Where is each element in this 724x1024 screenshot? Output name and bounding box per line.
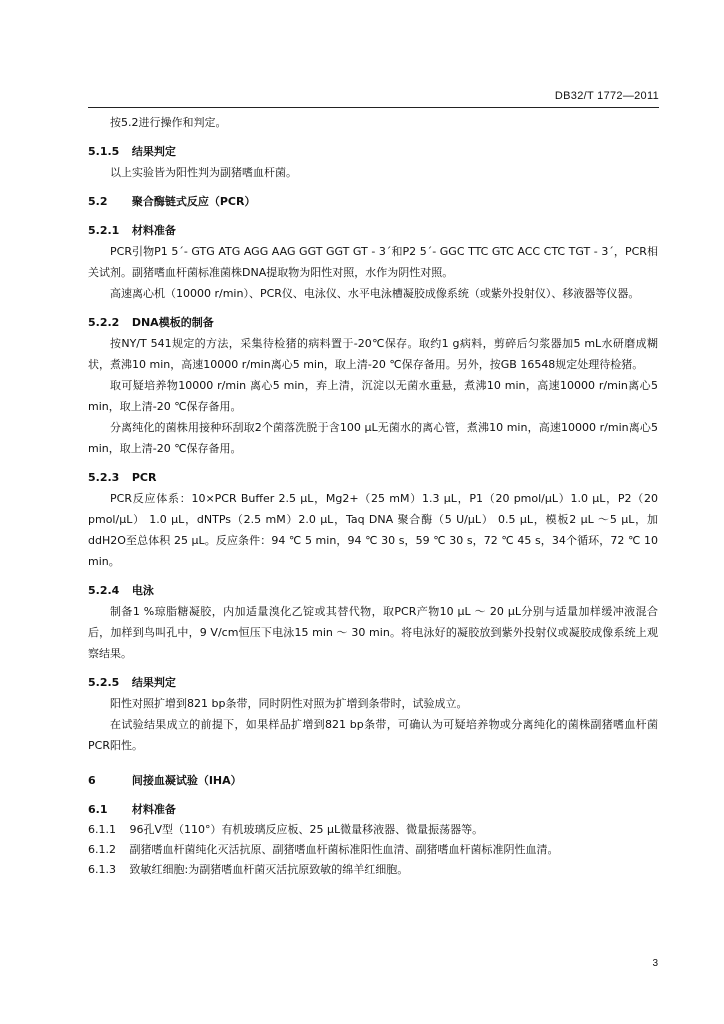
paragraph-5-2-5-validity: 阳性对照扩增到821 bp条带，同时阴性对照为扩增到条带时，试验成立。 bbox=[110, 697, 468, 710]
section-number: 6 bbox=[88, 774, 96, 787]
heading-5-2 bbox=[88, 191, 658, 212]
section-title: 结果判定 bbox=[131, 145, 176, 158]
section-title: 间接血凝试验（IHA） bbox=[131, 774, 242, 787]
paragraph-5-2-1-primers: PCR引物P1 5´- GTG ATG AGG AAG GGT GGT GT - 3´和P2 5´- GGC TTC GTC ACC CTC TGT - 3´，PCR相关试剂。副猪嗜血杆菌标准菌株DNA提取物为阳性对照，水作为阴性对照。 bbox=[88, 245, 658, 279]
section-title: 材料准备 bbox=[131, 803, 176, 816]
list-item-6-1-1 bbox=[88, 820, 658, 840]
paragraph-5-2-2-culture: 取可疑培养物10000 r/min 离心5 min，弃上清，沉淀以无菌水重悬，煮沸10 min，高速10000 r/min离心5 min，取上清-20 ℃保存备用。 bbox=[88, 379, 658, 413]
paragraph-5-2-2-isolate: 分离纯化的菌株用接种环刮取2个菌落洗脱于含100 μL无菌水的离心管，煮沸10 min，高速10000 r/min离心5 min，取上清-20 ℃保存备用。 bbox=[88, 421, 658, 455]
list-item-6-1-2 bbox=[88, 840, 658, 860]
standard-code: DB32/T 1772—2011 bbox=[554, 90, 659, 102]
paragraph-5-2-3-pcr: PCR反应体系：10×PCR Buffer 2.5 μL，Mg2+（25 mM）1.3 μL，P1（20 pmol/μL）1.0 μL，P2（20 pmol/μL） 1.0 μL，dNTPs（2.5 mM）2.0 μL，Taq DNA 聚合酶（5 U/μL） 0.5 μL，模板2 μL ～5 μL，加ddH2O至总体积 25 μL。反应条件：94 ℃ 5 min，94 ℃ 30 s，59 ℃ 30 s，72 ℃ 45 s，34个循环，72 ℃ 10 min。 bbox=[88, 492, 658, 568]
section-number: 5.2.5 bbox=[88, 676, 120, 689]
section-title: 电泳 bbox=[131, 584, 154, 597]
heading-5-1-5 bbox=[88, 141, 658, 162]
item-text: 致敏红细胞:为副猪嗜血杆菌灭活抗原致敏的绵羊红细胞。 bbox=[129, 863, 409, 876]
item-number: 6.1.1 bbox=[88, 823, 116, 836]
section-title: PCR bbox=[131, 471, 157, 484]
section-title: DNA模板的制备 bbox=[131, 316, 214, 329]
paragraph-5-2-5-result: 在试验结果成立的前提下，如果样品扩增到821 bp条带，可确认为可疑培养物或分离纯化的菌株副猪嗜血杆菌PCR阳性。 bbox=[88, 718, 658, 752]
item-number: 6.1.3 bbox=[88, 863, 116, 876]
heading-6 bbox=[88, 770, 658, 791]
paragraph-5-2-4-electrophoresis: 制备1 %琼脂糖凝胶，内加适量溴化乙锭或其替代物，取PCR产物10 μL ～ 20 μL分别与适量加样缓冲液混合后，加样到鸟叫孔中，9 V/cm恒压下电泳15 min ～ 30 min。将电泳好的凝胶放到紫外投射仪或凝胶成像系统上观察结果。 bbox=[88, 605, 658, 660]
section-title: 结果判定 bbox=[131, 676, 176, 689]
item-text: 96孔V型（110°）有机玻璃反应板、25 μL微量移液器、微量振荡器等。 bbox=[129, 823, 484, 836]
header-rule bbox=[88, 107, 659, 108]
section-number: 6.1 bbox=[88, 803, 108, 816]
section-title: 聚合酶链式反应（PCR） bbox=[131, 195, 256, 208]
item-number: 6.1.2 bbox=[88, 843, 116, 856]
section-number: 5.2 bbox=[88, 195, 108, 208]
heading-5-2-4 bbox=[88, 580, 658, 601]
section-number: 5.2.2 bbox=[88, 316, 120, 329]
heading-5-2-1 bbox=[88, 220, 658, 241]
document-body bbox=[88, 112, 658, 880]
section-number: 5.2.1 bbox=[88, 224, 120, 237]
heading-5-2-2 bbox=[88, 312, 658, 333]
intro-paragraph: 按5.2进行操作和判定。 bbox=[110, 116, 227, 129]
page-number: 3 bbox=[652, 958, 658, 969]
paragraph-5-2-2-tissue: 按NY/T 541规定的方法，采集待检猪的病料置于-20℃保存。取约1 g病料，剪碎后匀浆器加5 mL水研磨成糊状，煮沸10 min，高速10000 r/min离心5 min，取上清-20 ℃保存备用。另外，按GB 16548规定处理待检猪。 bbox=[88, 337, 658, 371]
heading-6-1 bbox=[88, 799, 658, 820]
section-number: 5.2.4 bbox=[88, 584, 120, 597]
section-number: 5.2.3 bbox=[88, 471, 120, 484]
section-number: 5.1.5 bbox=[88, 145, 120, 158]
heading-5-2-3 bbox=[88, 467, 658, 488]
paragraph-5-1-5: 以上实验皆为阳性判为副猪嗜血杆菌。 bbox=[110, 166, 297, 179]
paragraph-5-2-1-equipment: 高速离心机（10000 r/min）、PCR仪、电泳仪、水平电泳槽凝胶成像系统（或紫外投射仪）、移液器等仪器。 bbox=[110, 287, 640, 300]
list-item-6-1-3 bbox=[88, 860, 658, 880]
section-title: 材料准备 bbox=[131, 224, 176, 237]
item-text: 副猪嗜血杆菌纯化灭活抗原、副猪嗜血杆菌标准阳性血清、副猪嗜血杆菌标准阴性血清。 bbox=[129, 843, 559, 856]
heading-5-2-5 bbox=[88, 672, 658, 693]
